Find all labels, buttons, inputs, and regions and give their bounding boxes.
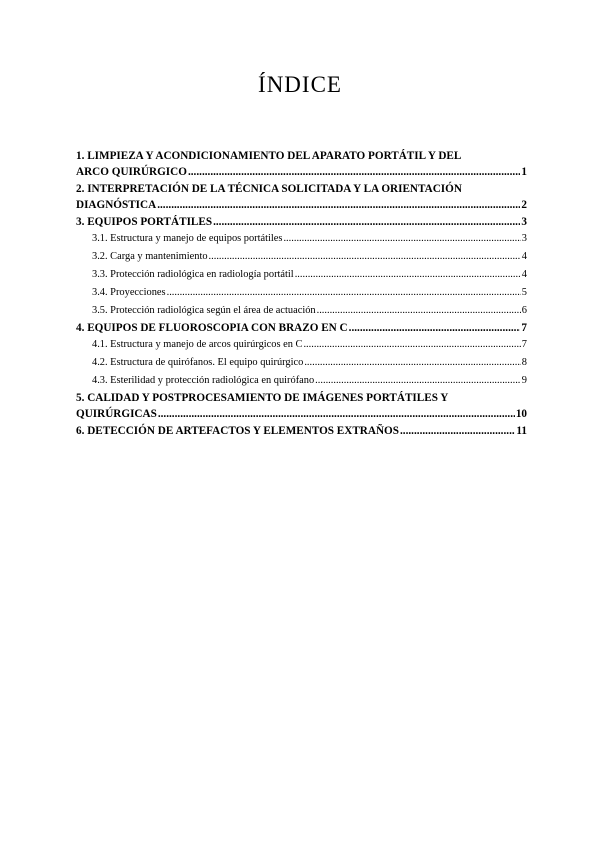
- toc-leader-dots: [213, 214, 520, 230]
- toc-entry-3-5[interactable]: [76, 302, 527, 320]
- toc-entry-2[interactable]: [76, 181, 527, 213]
- toc-entry-1[interactable]: [76, 148, 527, 180]
- toc-page-number: 8: [521, 357, 527, 368]
- toc-entry-label-line1: 1. LIMPIEZA Y ACONDICIONAMIENTO DEL APARATO PORTÁTIL Y DEL: [76, 150, 462, 162]
- toc-entry-label: 4.2. Estructura de quirófanos. El equipo quirúrgico: [92, 357, 304, 368]
- toc-entry-4-1[interactable]: [76, 336, 527, 354]
- toc-page-number: 7: [521, 322, 527, 334]
- toc-entry-label: 3.5. Protección radiológica según el área de actuación: [92, 305, 316, 316]
- toc-entry-4-2[interactable]: [76, 354, 527, 372]
- toc-entry-label: 4.3. Esterilidad y protección radiológica en quirófano: [92, 375, 315, 386]
- toc-entry-3-2[interactable]: [76, 248, 527, 266]
- toc-entry-3[interactable]: [76, 214, 527, 230]
- toc-leader-dots: [188, 164, 520, 180]
- toc-entry-label-line2: ARCO QUIRÚRGICO: [76, 166, 187, 178]
- toc-entry-4-3[interactable]: [76, 372, 527, 390]
- toc-entry-3-1[interactable]: [76, 230, 527, 248]
- toc-page-number: 9: [521, 375, 527, 386]
- toc-entry-3-4[interactable]: [76, 284, 527, 302]
- toc-leader-dots: [157, 197, 520, 213]
- toc-page-number: 3: [521, 216, 527, 228]
- toc-leader-dots: [167, 284, 521, 302]
- toc-leader-dots: [317, 302, 521, 320]
- table-of-contents: [76, 148, 527, 439]
- toc-entry-label-line2: QUIRÚRGICAS: [76, 408, 157, 420]
- toc-leader-dots: [400, 423, 515, 439]
- toc-leader-dots: [209, 248, 521, 266]
- toc-entry-label: 6. DETECCIÓN DE ARTEFACTOS Y ELEMENTOS EXTRAÑOS: [76, 425, 399, 437]
- toc-entry-label-line1: 5. CALIDAD Y POSTPROCESAMIENTO DE IMÁGENES PORTÁTILES Y: [76, 392, 449, 404]
- toc-entry-label: 4.1. Estructura y manejo de arcos quirúrgicos en C: [92, 339, 303, 350]
- toc-entry-6[interactable]: [76, 423, 527, 439]
- toc-page-number: 6: [521, 305, 527, 316]
- toc-entry-label-line1: 2. INTERPRETACIÓN DE LA TÉCNICA SOLICITADA Y LA ORIENTACIÓN: [76, 183, 462, 195]
- toc-entry-5[interactable]: [76, 390, 527, 422]
- toc-leader-dots: [158, 406, 515, 422]
- toc-page-number: 3: [521, 233, 527, 244]
- toc-entry-label-line2: DIAGNÓSTICA: [76, 199, 157, 211]
- toc-leader-dots: [304, 354, 520, 372]
- toc-page-number: 4: [521, 269, 527, 280]
- toc-entry-label: 3.3. Protección radiológica en radiología portátil: [92, 269, 294, 280]
- toc-entry-3-3[interactable]: [76, 266, 527, 284]
- toc-leader-dots: [283, 230, 520, 248]
- toc-page-number: 1: [521, 166, 527, 178]
- toc-page-number: 11: [516, 425, 527, 437]
- toc-entry-label: 3. EQUIPOS PORTÁTILES: [76, 216, 213, 228]
- toc-entry-label: 3.4. Proyecciones: [92, 287, 166, 298]
- toc-entry-label: 3.2. Carga y mantenimiento: [92, 251, 208, 262]
- toc-leader-dots: [349, 320, 521, 336]
- toc-entry-4[interactable]: [76, 320, 527, 336]
- toc-leader-dots: [315, 372, 521, 390]
- toc-page-number: 2: [521, 199, 527, 211]
- toc-page-number: 5: [521, 287, 527, 298]
- toc-page-number: 10: [515, 408, 527, 420]
- toc-entry-label: 3.1. Estructura y manejo de equipos portátiles: [92, 233, 283, 244]
- toc-entry-label: 4. EQUIPOS DE FLUOROSCOPIA CON BRAZO EN C: [76, 322, 348, 334]
- toc-page-number: 7: [521, 339, 527, 350]
- toc-leader-dots: [303, 336, 520, 354]
- page-title: ÍNDICE: [258, 72, 342, 97]
- toc-leader-dots: [295, 266, 521, 284]
- toc-page-number: 4: [521, 251, 527, 262]
